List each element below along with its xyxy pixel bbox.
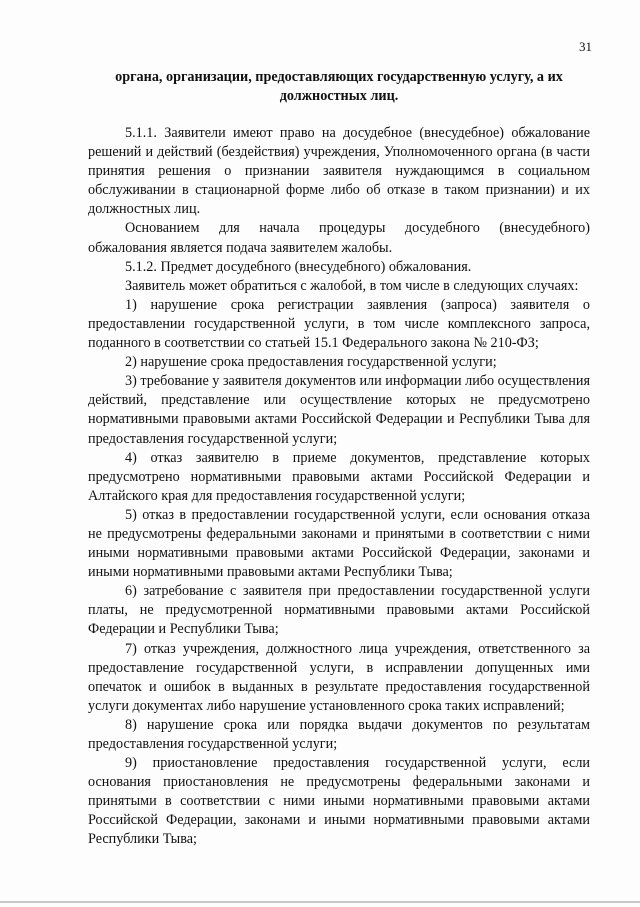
list-item: 5) отказ в предоставлении государственной услуги, если основания отказа не предусмотрены федеральными законами и принятыми в соответствии с ними иными нормативными правовыми актами Российской Федерации, законами и иными нормативными правовыми актами Республики Тыва; bbox=[88, 506, 590, 581]
scan-edge-line bbox=[0, 901, 640, 903]
paragraph: 5.1.1. Заявители имеют право на досудебное (внесудебное) обжалование решений и действий (бездействия) учреждения, Уполномоченного органа (в части принятия решения о признании заявителя нуждающимся в социальном обслуживании в стационарной форме либо об отказе в таком признании) и их должностных лиц. bbox=[88, 125, 590, 218]
list-item: 3) требование у заявителя документов или информации либо осуществления действий, представление или осуществление которых не предусмотрено нормативными правовыми актами Российской Федерации и Республики Тыва для предоставления государственной услуги; bbox=[88, 373, 590, 447]
paragraph: Заявитель может обратиться с жалобой, в том числе в следующих случаях: bbox=[125, 277, 579, 294]
paragraph: 5.1.2. Предмет досудебного (внесудебного) обжалования. bbox=[125, 258, 472, 275]
list-item: 2) нарушение срока предоставления государственной услуги; bbox=[125, 354, 497, 371]
section-heading: органа, организации, предоставляющих государственную услугу, а их должностных лиц. bbox=[115, 69, 563, 104]
list-item: 9) приостановление предоставления государственной услуги, если основания приостановления не предусмотрены федеральными законами и принятыми в соответствии с ними иными нормативными правовыми актами Российской Федерации, законами и иными нормативными правовыми актами Республики Тыва; bbox=[88, 755, 590, 848]
list-item: 8) нарушение срока или порядка выдачи документов по результатам предоставления государственной услуги; bbox=[88, 716, 590, 752]
list-item: 1) нарушение срока регистрации заявления (запроса) заявителя о предоставлении государственной услуги, в том числе комплексного запроса, поданного в соответствии со статьей 15.1 Федерального закона № 210-ФЗ; bbox=[88, 296, 590, 352]
list-item: 7) отказ учреждения, должностного лица учреждения, ответственного за предоставление государственной услуги, в исправлении допущенных ими опечаток и ошибок в выданных в результате предоставления государственной услуги документах либо нарушение установленного срока таких исправлений; bbox=[88, 640, 590, 714]
paragraph: Основанием для начала процедуры досудебного (внесудебного) обжалования является подача заявителем жалобы. bbox=[88, 220, 590, 256]
document-body bbox=[88, 124, 590, 850]
page-number: 31 bbox=[579, 39, 592, 54]
list-item: 4) отказ заявителю в приеме документов, представление которых предусмотрено нормативными правовыми актами Российской Федерации и Алтайского края для предоставления государственной услуги; bbox=[88, 449, 590, 504]
list-item: 6) затребование с заявителя при предоставлении государственной услуги платы, не предусмотренной нормативными правовыми актами Российской Федерации и Республики Тыва; bbox=[88, 583, 590, 638]
